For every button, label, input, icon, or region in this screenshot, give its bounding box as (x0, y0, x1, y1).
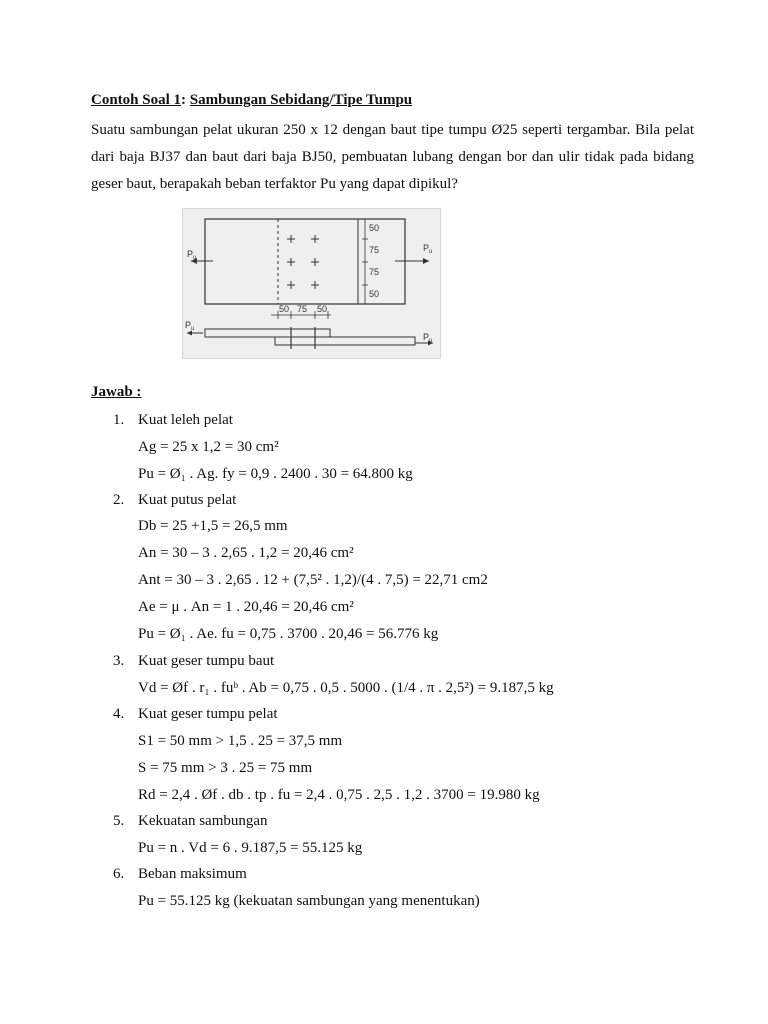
answer-title: Jawab : (91, 384, 142, 400)
bolt-marker (287, 235, 295, 243)
step-title: Beban maksimum (138, 866, 247, 882)
step-line: Db = 25 +1,5 = 26,5 mm (138, 518, 288, 534)
step-line: Ae = μ . An = 1 . 20,46 = 20,46 cm² (138, 599, 354, 615)
connection-diagram (183, 209, 440, 358)
problem-statement: Suatu sambungan pelat ukuran 250 x 12 dengan baut tipe tumpu Ø25 seperti tergambar. Bila pelat dari baja BJ37 dan baut dari baja BJ50, pembuatan lubang dengan bor dan ulir tidak pada bidang geser baut, berapakah beban terfaktor Pu yang dapat dipikul? (91, 122, 694, 192)
bolt-marker (311, 281, 319, 289)
dim-label-right: 75 (369, 267, 380, 277)
step-title: Kuat geser tumpu pelat (138, 706, 278, 722)
step-title: Kuat geser tumpu baut (138, 653, 275, 669)
step-line: Ant = 30 – 3 . 2,65 . 12 + (7,5² . 1,2)/(4 . 7,5) = 22,71 cm2 (138, 572, 488, 588)
step-line: Rd = 2,4 . Øf . db . tp . fu = 2,4 . 0,75 . 2,5 . 1,2 . 3700 = 19.980 kg (138, 787, 540, 803)
elevation-load-label-right: $P_u$ (423, 332, 433, 344)
step-title: Kuat putus pelat (138, 492, 237, 508)
dim-label-bottom: 75 (297, 304, 308, 314)
step-line: Pu = Ø₁ . Ag. fy = 0,9 . 2400 . 30 = 64.800 kg (138, 466, 413, 482)
step-title: Kekuatan sambungan (138, 813, 268, 829)
connection-figure (182, 208, 441, 359)
dim-label-bottom: 50 (317, 304, 328, 314)
load-label-left: $P_u$ (187, 249, 197, 261)
step-number: 2. (113, 492, 125, 508)
step-line: Pu = n . Vd = 6 . 9.187,5 = 55.125 kg (138, 840, 363, 856)
step-line: Ag = 25 x 1,2 = 30 cm² (138, 439, 279, 455)
step-line: Pu = 55.125 kg (kekuatan sambungan yang menentukan) (138, 893, 480, 909)
dim-label-right: 75 (369, 245, 380, 255)
dim-label-right: 50 (369, 289, 380, 299)
dim-label-right: 50 (369, 223, 380, 233)
step-number: 3. (113, 653, 125, 669)
bolt-marker (287, 281, 295, 289)
problem-heading (91, 92, 412, 109)
elevation-plate-top (205, 329, 330, 337)
step-number: 6. (113, 866, 125, 882)
elevation-plate-bottom (275, 337, 415, 345)
bolt-group (287, 235, 319, 289)
step-line: An = 30 – 3 . 2,65 . 1,2 = 20,46 cm² (138, 545, 354, 561)
step-number: 5. (113, 813, 125, 829)
step-number: 1. (113, 412, 125, 428)
step-title: Kuat leleh pelat (138, 412, 233, 428)
heading-topic: Sambungan Sebidang/Tipe Tumpu (189, 92, 413, 108)
step-number: 4. (113, 706, 125, 722)
elevation-load-label-left: $P_u$ (185, 320, 195, 332)
step-line: S = 75 mm > 3 . 25 = 75 mm (138, 760, 313, 776)
heading-colon: : (181, 92, 190, 108)
load-label-right: $P_u$ (423, 243, 433, 255)
dim-label-bottom: 50 (279, 304, 290, 314)
step-line: S1 = 50 mm > 1,5 . 25 = 37,5 mm (138, 733, 343, 749)
bolt-marker (311, 235, 319, 243)
step-line: Vd = Øf . r₁ . fuᵇ . Ab = 0,75 . 0,5 . 5000 . (1/4 . π . 2,5²) = 9.187,5 kg (138, 680, 554, 696)
step-line: Pu = Ø₁ . Ae. fu = 0,75 . 3700 . 20,46 = 56.776 kg (138, 626, 439, 642)
heading-example-number: Contoh Soal 1 (91, 92, 182, 108)
bolt-marker (311, 258, 319, 266)
bolt-marker (287, 258, 295, 266)
